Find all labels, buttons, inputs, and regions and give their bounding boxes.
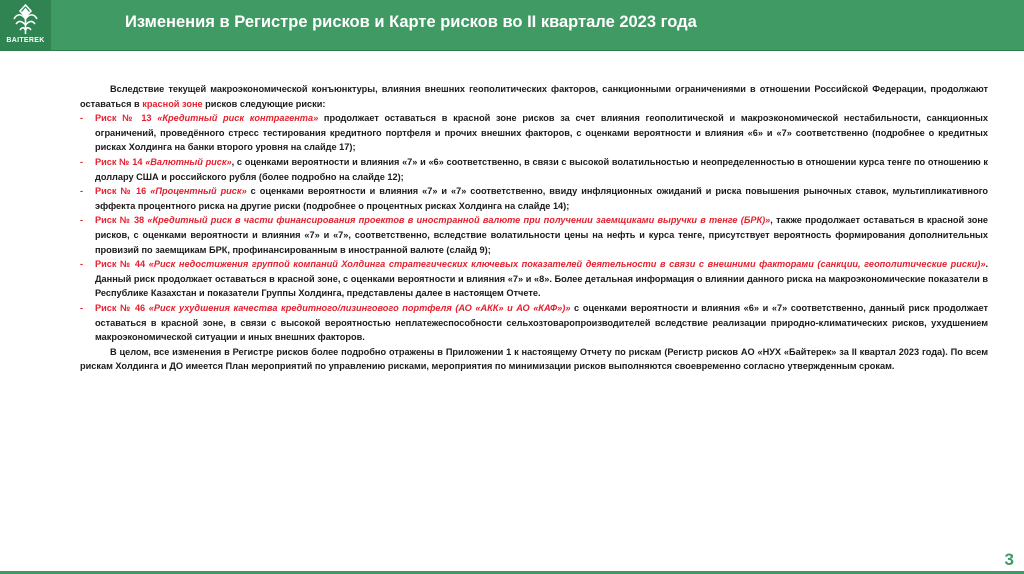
intro-text-after: рисков следующие риски: [202,98,326,109]
header-bar [0,0,1024,51]
risk-description: , также продолжает оставаться в красной зоне рисков, с оценками вероятности и влияния «7» и «7», соответственно, вследствие волатильности цены на нефть и курса тенге, присутствует вероятность формирования дополнительных провизий по заемщикам БРК, профинансированным в иностранной валюте (слайд 9); [95,215,988,255]
intro-paragraph [80,82,988,111]
risk-description: , с оценками вероятности и влияния «7» и «6» соответственно, в связи с высокой волатильностью и неопределенностью в отношении курса тенге по отношению к доллару США и российского рубля (более подробно на слайде 12); [95,156,988,182]
risk-description: с оценками вероятности и влияния «7» и «7» соответственно, ввиду инфляционных ожиданий и риска повышения рыночных ставок, мультипликативного эффекта процентного риска на другие риски (подробнее о процентных рисках Холдинга на слайде 14); [95,186,989,211]
footer-strip [0,534,1024,574]
risk-dash: - [80,113,84,124]
risk-description: продолжает оставаться в красной зоне рисков за счет влияния геополитической и макроэкономической нестабильности, санкционных ограничений, проведённого стресс тестирования кредитного портфеля и прочих внешних факторов, с оценками вероятности и влияния «6» и «7» соответственно (подробнее о кредитных рисках Холдинга на банки второго уровня на слайде 17); [95,113,988,153]
risk-dash: - [80,156,84,167]
risk-name: «Валютный риск» [145,156,232,167]
risk-description: . Данный риск продолжает оставаться в красной зоне, с оценками вероятности и влияния «7» и «8». Более детальная информация о влиянии данного риска на макроэкономические показатели в Республике Казахстан и показатели Группы Холдинга, представлены далее в настоящем Отчете. [95,259,988,299]
risk-name: «Риск недостижения группой компаний Холдинга стратегических ключевых показателей деятельности в связи с внешними факторами (санкции, геополитические риски)» [148,259,986,270]
risk-name: «Риск ухудшения качества кредитного/лизингового портфеля (АО «АКК» и АО «КАФ»)» [148,302,571,313]
risk-dash: - [80,186,84,197]
intro-text-before: Вследствие текущей макроэкономической конъюнктуры, влияния внешних геополитических факторов, санкционными ограничениями в отношении Российской Федерации, продолжают оставаться в [80,84,988,109]
risk-label: Риск № 44 [95,259,149,270]
risk-item-13 [80,111,988,155]
risk-description: с оценками вероятности и влияния «6» и «7» соответственно, данный риск продолжает оставаться в красной зоне, в связи с высокой вероятностью неплатежеспособности сельхозтоваропроизводителей вследствие реализации природно-климатических рисков, ухудшением макроэкономической ситуации и иных внешних факторов. [95,302,988,343]
risk-label: Риск № 14 [95,156,146,167]
risk-dash: - [80,215,84,226]
risk-dash: - [80,302,84,313]
logo-text: BAITEREK [6,37,45,44]
risk-name: «Кредитный риск контрагента» [157,113,319,124]
risk-item-44 [80,257,988,301]
risk-item-16 [80,184,988,213]
risk-name: «Процентный риск» [150,186,247,197]
risk-label: Риск № 13 [95,113,158,124]
summary-paragraph: В целом, все изменения в Регистре рисков более подробно отражены в Приложении 1 к настоящему Отчету по рискам (Регистр рисков АО «НУХ «Байтерек» за II квартал 2023 года). По всем рискам Холдинга и ДО имеется План мероприятий по управлению рисками, мероприятия по минимизации рисков выполняются своевременно согласно утвержденным срокам. [80,346,988,372]
risk-label: Риск № 46 [95,302,149,313]
risk-item-38 [80,213,988,257]
risk-name: «Кредитный риск в части финансирования проектов в иностранной валюте при получении заемщиками выручки в тенге (БРК)» [147,215,771,226]
red-zone-highlight: красной зоне [142,98,203,109]
risk-item-46 [80,301,988,345]
slide-content [80,82,988,374]
risk-label: Риск № 16 [95,186,151,197]
risk-label: Риск № 38 [95,215,148,226]
risk-item-14 [80,155,988,184]
page-title: Изменения в Регистре рисков и Карте рисков во II квартале 2023 года [125,13,697,31]
page-number: 3 [1004,550,1014,569]
risk-dash: - [80,259,84,270]
logo [0,0,51,50]
baiterek-ornament-icon [9,3,42,36]
